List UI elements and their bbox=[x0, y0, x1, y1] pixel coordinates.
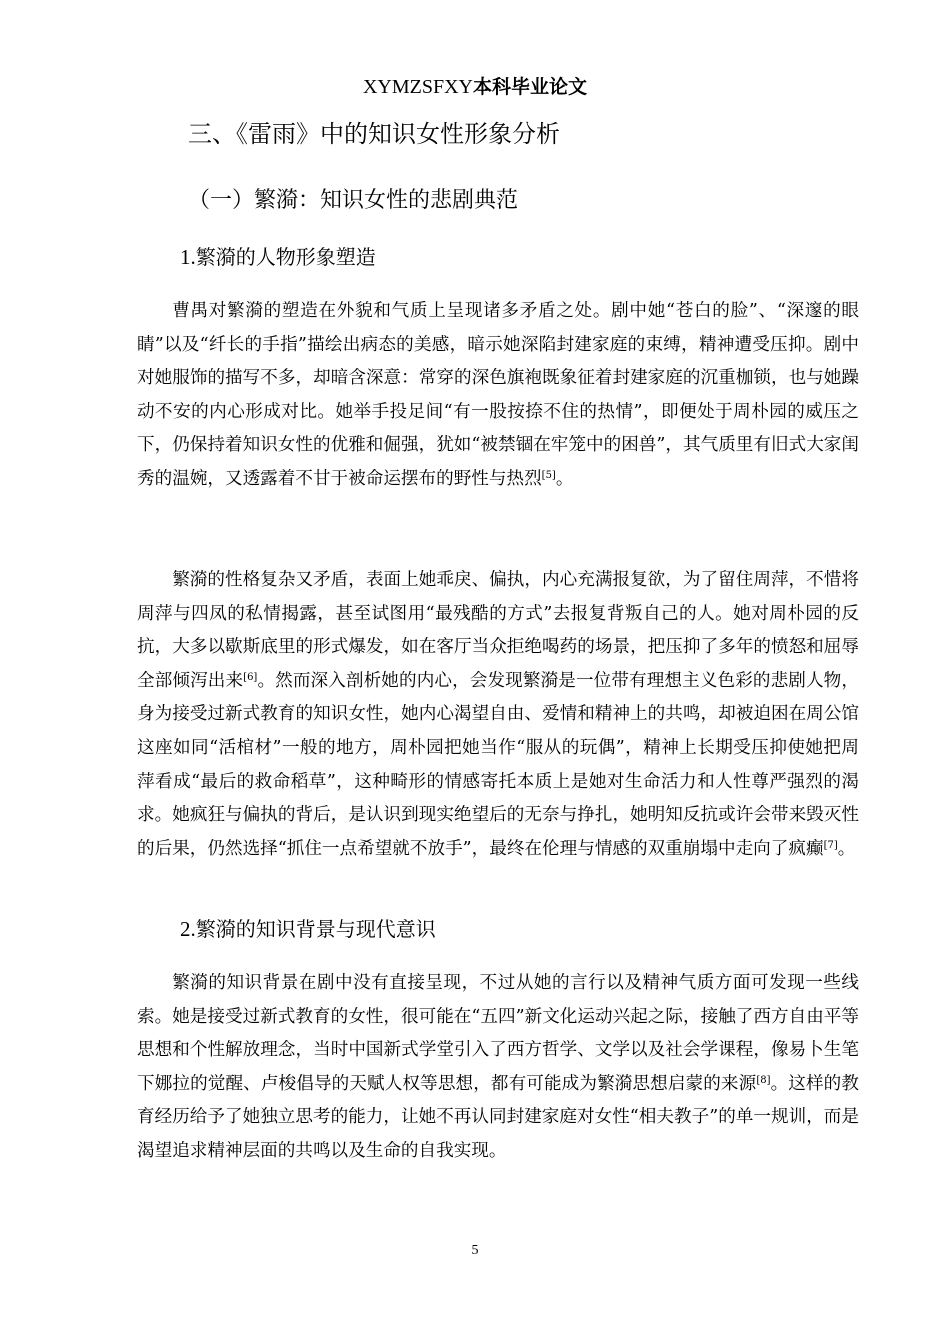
subheading-1 bbox=[180, 242, 376, 272]
citation-8: [8] bbox=[756, 1074, 771, 1086]
section-title: 三、《雷雨》中的知识女性形象分析 bbox=[188, 120, 560, 148]
subheading-2-number: 2. bbox=[180, 917, 196, 941]
paragraph-3-text-b: 。这样的教育经历给予了她独立思考的能力，让她不再认同封建家庭对女性“相夫教子”的单一规训，而是渴望追求精神层面的共鸣以及生命的自我实现。 bbox=[137, 1073, 859, 1161]
paragraph-3-text: 繁漪的知识背景在剧中没有直接呈现，不过从她的言行以及精神气质方面可发现一些线索。她是接受过新式教育的女性，很可能在“五四”新文化运动兴起之际，接触了西方自由平等思想和个性解放理念，当时中国新式学堂引入了西方哲学、文学以及社会学课程，像易卜生笔下娜拉的觉醒、卢梭倡导的天赋人权等思想，都有可能成为繁漪思想启蒙的来源 bbox=[137, 973, 859, 1094]
subheading-1-number: 1. bbox=[180, 245, 196, 269]
header-latin: XYMZSFXY bbox=[362, 76, 473, 98]
subheading-1-title: 繁漪的人物形象塑造 bbox=[195, 245, 376, 269]
paragraph-3 bbox=[137, 967, 859, 1169]
subsection-title: （一）繁漪：知识女性的悲剧典范 bbox=[188, 188, 519, 213]
paragraph-2-text-b: 。然而深入剖析她的内心，会发现繁漪是一位带有理想主义色彩的悲剧人物，身为接受过新式教育的知识女性，她内心渴望自由、爱情和精神上的共鸣，却被迫困在周公馆这座如同“活棺材”一般的地方，周朴园把她当作“服从的玩偶”，精神上长期受压抑使她把周萍看成“最后的救命稻草”，这种畸形的情感寄托本质上是她对生命活力和人性尊严强烈的渴求。她疯狂与偏执的背后，是认识到现实绝望后的无奈与挣扎，她明知反抗或许会带来毁灭性的后果，仍然选择“抓住一点希望就不放手”，最终在伦理与情感的双重崩塌中走向了疯癫 bbox=[137, 670, 859, 859]
paragraph-1-end: 。 bbox=[555, 468, 574, 489]
paragraph-2 bbox=[137, 564, 859, 866]
citation-6: [6] bbox=[243, 671, 258, 683]
running-header bbox=[0, 74, 950, 100]
subheading-2-title: 繁漪的知识背景与现代意识 bbox=[195, 917, 436, 941]
page-number: 5 bbox=[471, 1243, 479, 1258]
paragraph-2-end: 。 bbox=[837, 838, 856, 859]
header-chinese: 本科毕业论文 bbox=[473, 76, 588, 98]
paragraph-1-text: 曹禺对繁漪的塑造在外貌和气质上呈现诸多矛盾之处。剧中她“苍白的脸”、“深邃的眼睛”以及“纤长的手指”描绘出病态的美感，暗示她深陷封建家庭的束缚，精神遭受压抑。剧中对她服饰的描写不多，却暗含深意：常穿的深色旗袍既象征着封建家庭的沉重枷锁，也与她躁动不安的内心形成对比。她举手投足间“有一股按捺不住的热情”，即便处于周朴园的威压之下，仍保持着知识女性的优雅和倔强，犹如“被禁锢在牢笼中的困兽”，其气质里有旧式大家闺秀的温婉，又透露着不甘于被命运摆布的野性与热烈 bbox=[137, 301, 859, 489]
citation-5: [5] bbox=[541, 469, 556, 481]
paragraph-1 bbox=[137, 295, 859, 497]
paragraph-2-text-a: 繁漪的性格复杂又矛盾，表面上她乖戾、偏执，内心充满报复欲，为了留住周萍，不惜将周萍与四凤的私情揭露，甚至试图用“最残酷的方式”去报复背叛自己的人。她对周朴园的反抗，大多以歇斯底里的形式爆发，如在客厅当众拒绝喝药的场景，把压抑了多年的愤怒和屈辱全部倾泻出来 bbox=[137, 570, 859, 691]
subheading-2 bbox=[180, 914, 436, 944]
citation-7: [7] bbox=[823, 839, 838, 851]
